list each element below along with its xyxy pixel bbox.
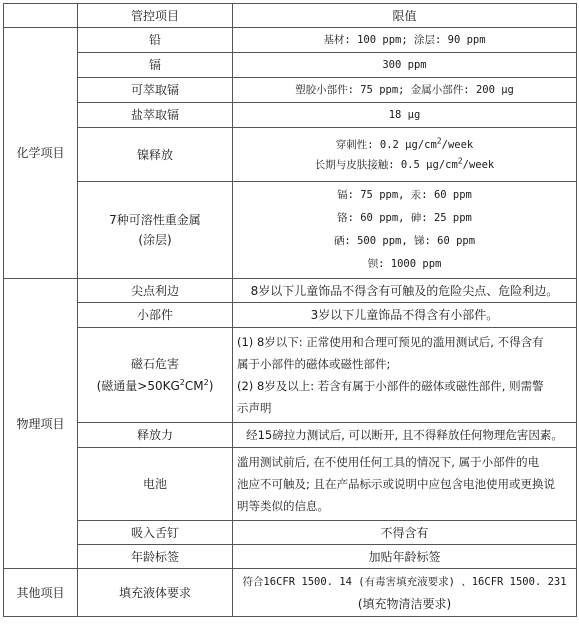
item-saliva-cadmium: 可萃取镉 [78,78,233,103]
table-row [4,328,577,423]
limit-release: 经15磅拉力测试后, 可以断开, 且不得释放任何物理危害因素。 [233,423,577,448]
header-blank-cell [4,4,78,28]
item-sharp: 尖点利边 [78,279,233,303]
limit-cadmium: 300 ppm [233,53,577,78]
limit-sharp: 8岁以下儿童饰品不得含有可触及的危险尖点、危险利边。 [233,279,577,303]
limit-battery: 滥用测试前后, 在不使用任何工具的情况下, 属于小部件的电 池应不可触及; 且在产品标示或说明中应包含电池使用或更换说 明等类似的信息。 [233,448,577,521]
category-other: 其他项目 [4,569,78,617]
limit-age-label: 加贴年龄标签 [233,545,577,569]
limit-heavy-metals: 镉: 75 ppm, 汞: 60 ppm 铬: 60 ppm, 砷: 25 ppm 硒: 500 ppm, 锑: 60 ppm 钡: 1000 ppm [233,182,577,279]
item-filling: 填充液体要求 [78,569,233,617]
limit-suction: 不得含有 [233,521,577,545]
item-hcl-cadmium: 盐萃取镉 [78,103,233,128]
table-row [4,128,577,182]
item-suction: 吸入舌钉 [78,521,233,545]
item-heavy-metals: 7种可溶性重金属 (涂层) [78,182,233,279]
table-row [4,545,577,569]
table-row [4,448,577,521]
table-row [4,569,577,617]
header-limit-cell: 限值 [233,4,577,28]
item-age-label: 年龄标签 [78,545,233,569]
nickel-line-1: 穿刺性: 0.2 $\mu g/cm^2$/week [335,136,474,151]
table-row [4,423,577,448]
item-small-parts: 小部件 [78,303,233,328]
limit-nickel [233,128,577,182]
table-row [4,303,577,328]
limit-lead: 基材: 100 ppm; 涂层: 90 ppm [233,28,577,53]
limit-magnet: (1) 8岁以下: 正常使用和合理可预见的滥用测试后, 不得含有 属于小部件的磁体或磁性部件; (2) 8岁及以上: 若含有属于小部件的磁体或磁性部件, 则需警 示声明 [233,328,577,423]
header-item-cell: 管控项目 [78,4,233,28]
requirements-table [3,3,577,617]
limit-small-parts: 3岁以下儿童饰品不得含有小部件。 [233,303,577,328]
limit-hcl-cadmium: 18 μg [233,103,577,128]
table-row [4,182,577,279]
item-release: 释放力 [78,423,233,448]
table-row [4,53,577,78]
nickel-line-2: 长期与皮肤接触: 0.5 $\mu g/cm^2$/week [314,156,495,171]
table-row [4,103,577,128]
item-magnet: 磁石危害 (磁通量$>50KG^2CM^2$) [78,328,233,423]
item-lead: 铅 [78,28,233,53]
table-row [4,28,577,53]
table-header-row [4,4,577,28]
item-nickel: 镍释放 [78,128,233,182]
category-chemical: 化学项目 [4,28,78,279]
item-battery: 电池 [78,448,233,521]
table-row [4,521,577,545]
table-row [4,78,577,103]
category-physical: 物理项目 [4,279,78,569]
table-row [4,279,577,303]
item-cadmium: 镉 [78,53,233,78]
limit-saliva-cadmium: 塑胶小部件: 75 ppm; 金属小部件: 200 μg [233,78,577,103]
limit-filling: 符合16CFR 1500. 14 (有毒害填充液要求) 、16CFR 1500. 231 (填充物清洁要求) [233,569,577,617]
